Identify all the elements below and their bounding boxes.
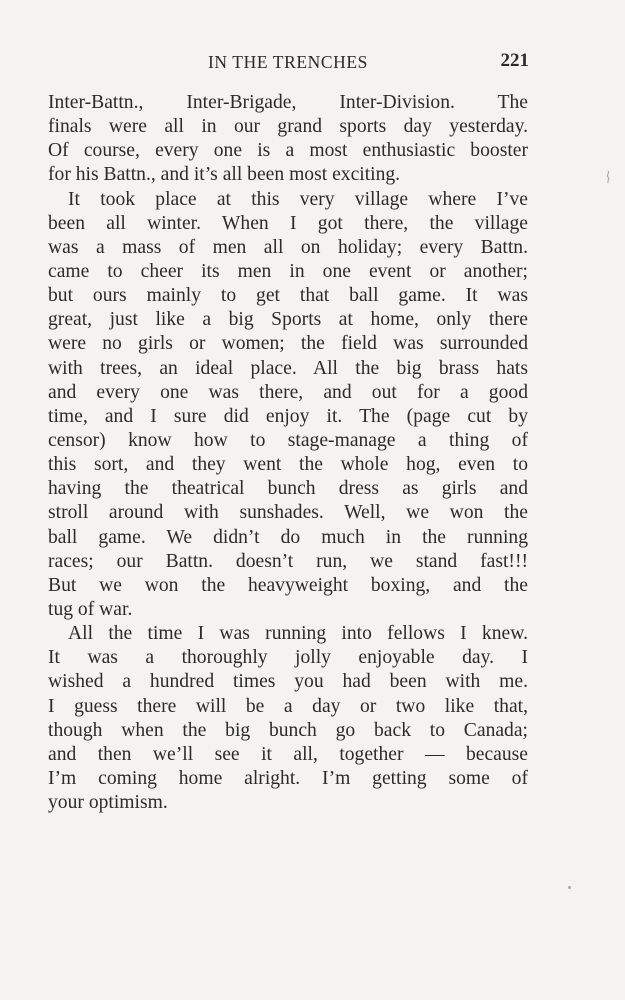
text-line: I guess there will be a day or two like that, <box>48 695 528 717</box>
text-line: came to cheer its men in one event or another; <box>48 260 528 282</box>
text-line: It took place at this very village where I’ve <box>68 188 528 210</box>
text-line: for his Battn., and it’s all been most exciting. <box>48 164 401 186</box>
text-line: this sort, and they went the whole hog, even to <box>48 454 528 476</box>
text-line: censor) know how to stage-manage a thing of <box>48 429 528 451</box>
text-line: great, just like a big Sports at home, only there <box>48 309 528 331</box>
text-line: and then we’ll see it all, together — because <box>48 743 528 765</box>
text-line: It was a thoroughly jolly enjoyable day. I <box>48 647 528 669</box>
text-line: your optimism. <box>48 792 168 814</box>
running-title: IN THE TRENCHES <box>207 52 369 72</box>
text-line: I’m coming home alright. I’m getting some of <box>48 767 528 789</box>
text-line: stroll around with sunshades. Well, we won the <box>48 502 528 524</box>
text-line: tug of war. <box>48 598 133 620</box>
text-line: time, and I sure did enjoy it. The (page cut by <box>48 405 528 427</box>
page-number: 221 <box>500 50 529 71</box>
text-line: races; our Battn. doesn’t run, we stand fast!!! <box>48 550 528 572</box>
text-line: having the theatrical bunch dress as girls and <box>48 478 528 500</box>
text-line: though when the big bunch go back to Canada; <box>48 719 528 741</box>
text-line: wished a hundred times you had been with me. <box>48 671 528 693</box>
text-line: was a mass of men all on holiday; every Battn. <box>48 236 528 258</box>
text-line: ball game. We didn’t do much in the running <box>48 526 528 548</box>
text-line: finals were all in our grand sports day yesterday. <box>48 116 528 138</box>
paper-speck <box>568 886 571 889</box>
text-line: Inter-Battn., Inter-Brigade, Inter-Division. The <box>48 92 528 113</box>
margin-ink-mark <box>605 170 611 184</box>
text-line: were no girls or women; the field was surrounded <box>48 333 528 355</box>
text-line: All the time I was running into fellows I knew. <box>68 623 528 645</box>
text-line: But we won the heavyweight boxing, and the <box>48 574 528 596</box>
text-line: been all winter. When I got there, the village <box>48 212 528 234</box>
text-line: with trees, an ideal place. All the big brass hats <box>48 357 528 379</box>
text-line: Of course, every one is a most enthusiastic booster <box>48 140 528 162</box>
running-head <box>47 50 529 76</box>
text-line: and every one was there, and out for a good <box>48 381 528 403</box>
body-text <box>48 91 528 815</box>
text-line: but ours mainly to get that ball game. It was <box>48 285 528 307</box>
